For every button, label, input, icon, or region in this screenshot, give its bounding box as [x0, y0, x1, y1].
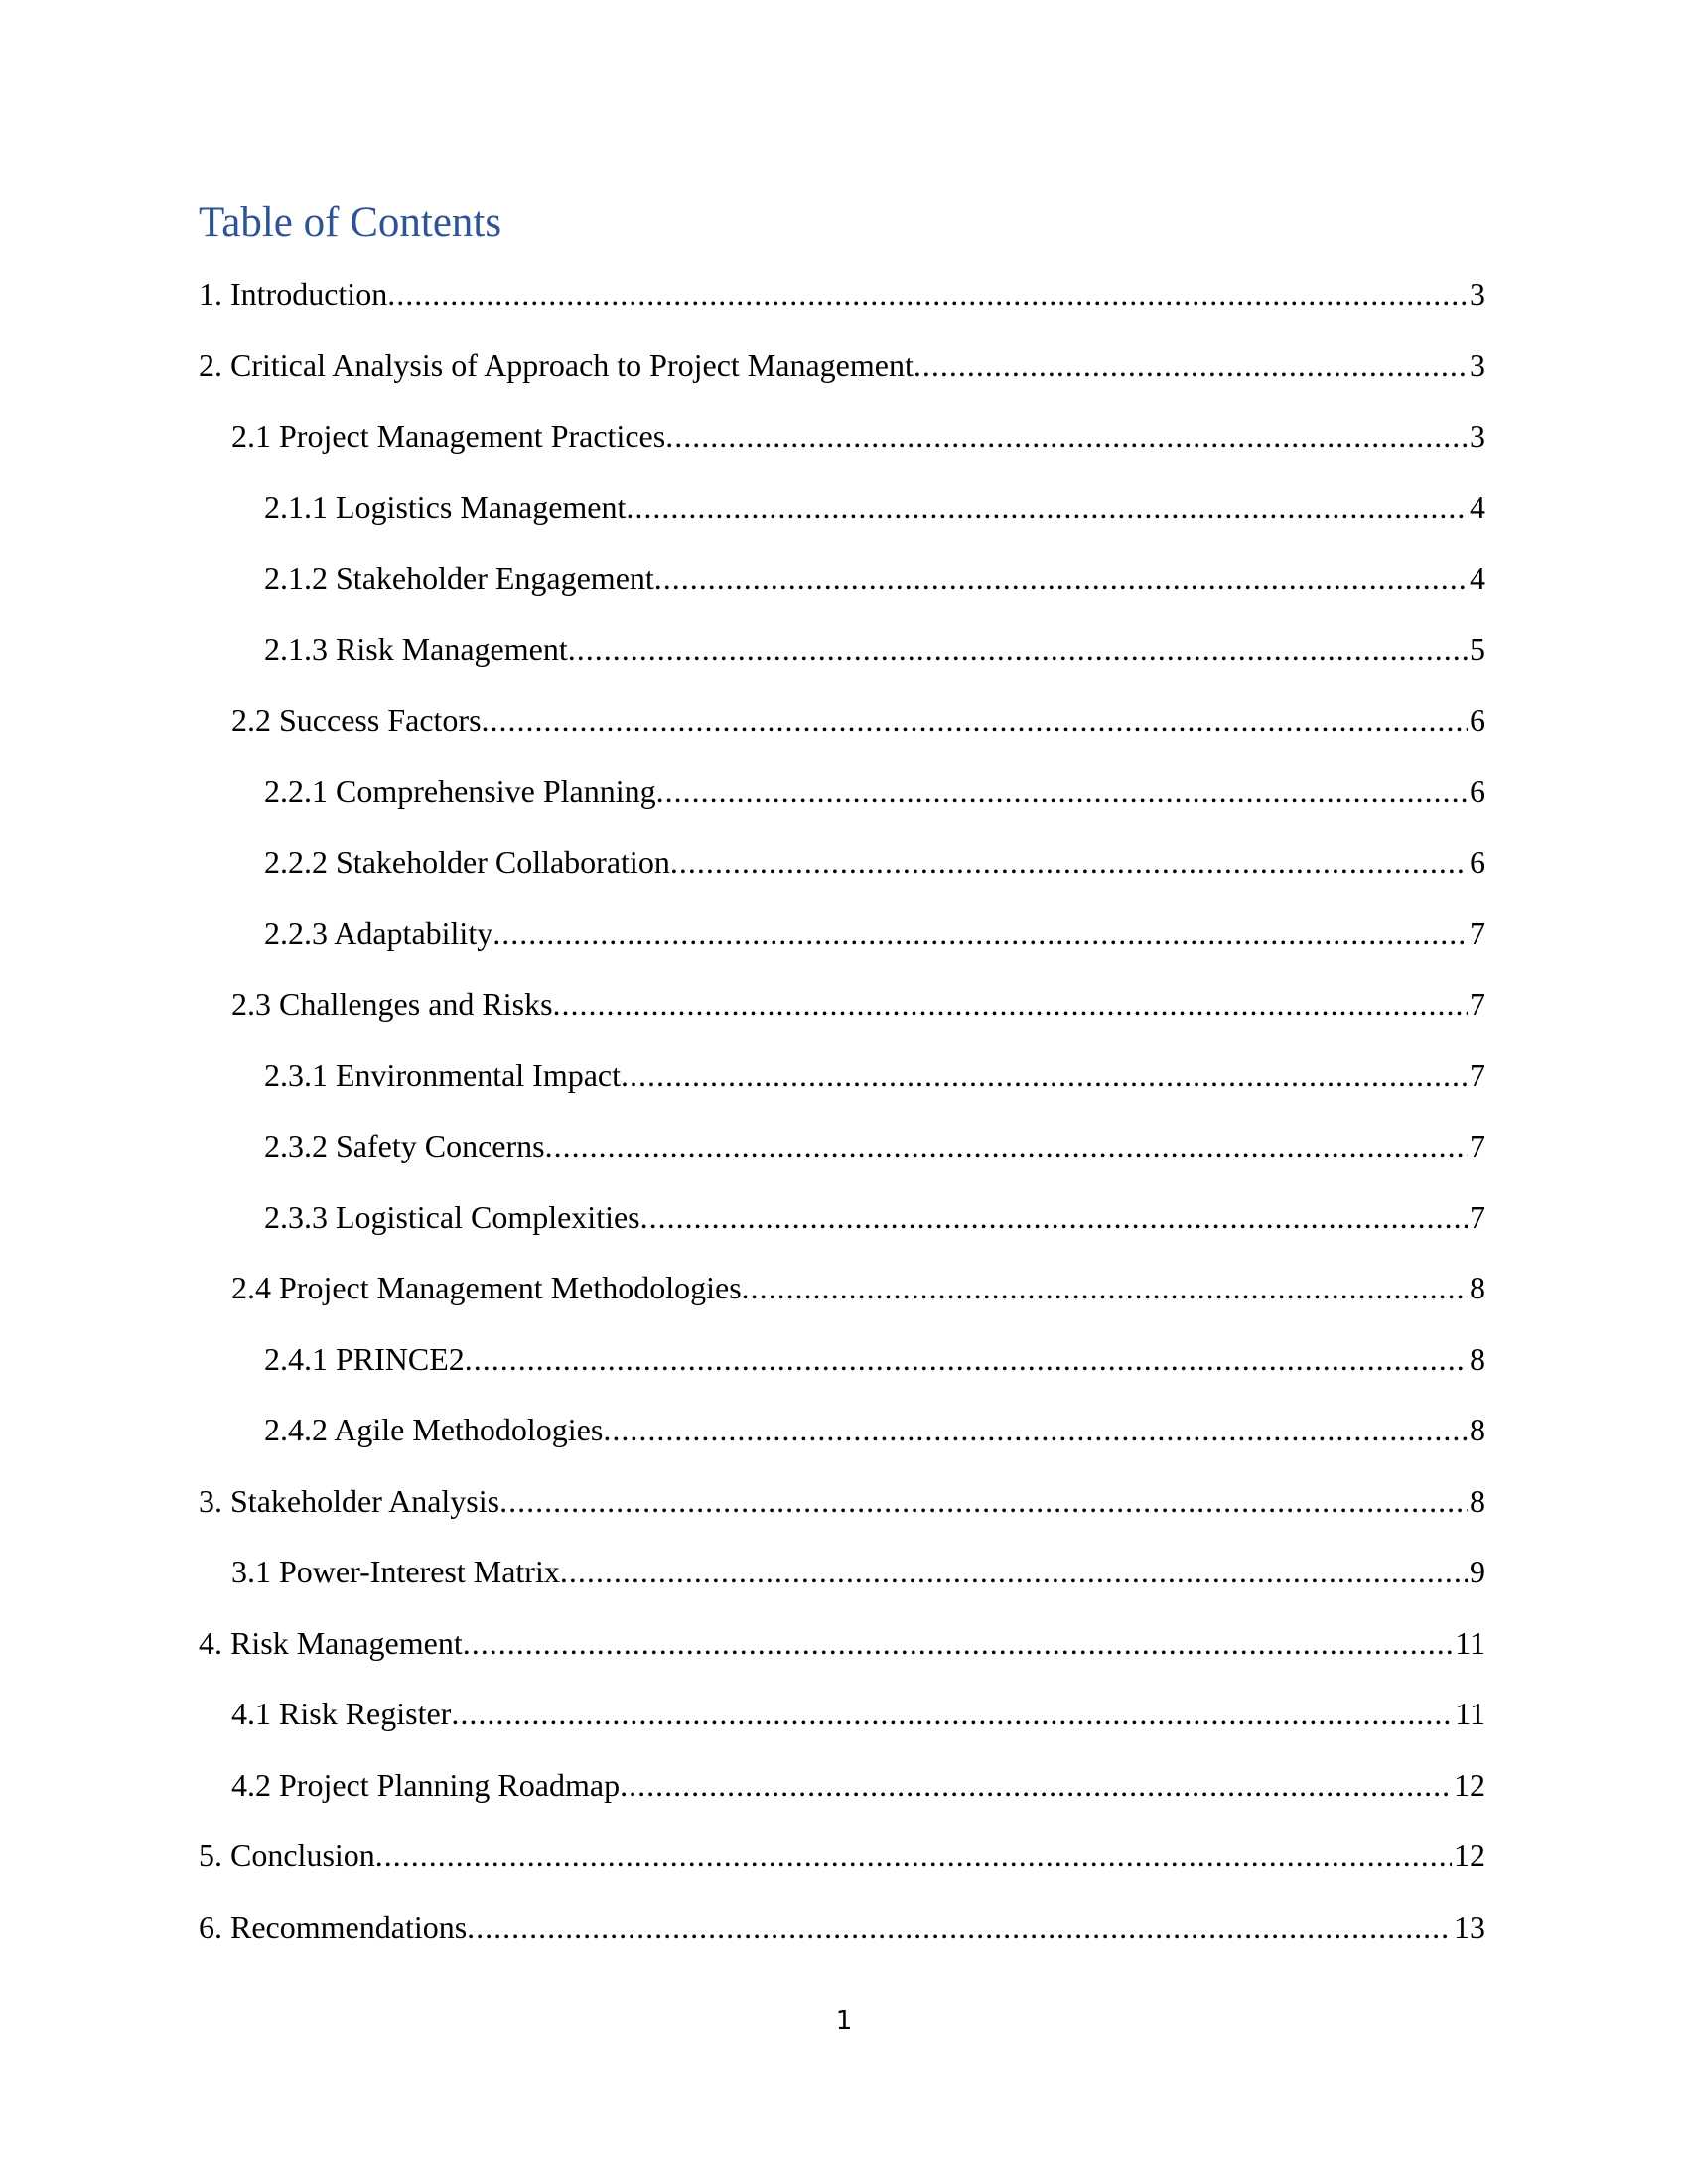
toc-entry-title: 2.1 Project Management Practices	[231, 418, 666, 454]
toc-entry-title: 2.1.3 Risk Management	[264, 630, 568, 667]
toc-entry-leader	[640, 1193, 1468, 1241]
toc-entry-page: 3	[1470, 418, 1485, 454]
toc-entry-leader	[914, 341, 1468, 389]
toc-entry-title: 2.3.2 Safety Concerns	[264, 1128, 545, 1163]
toc-entry-title: 3. Stakeholder Analysis	[199, 1482, 500, 1519]
toc-entry-page: 7	[1470, 1128, 1485, 1163]
toc-heading: Table of Contents	[199, 200, 502, 246]
toc-entry-title: 2.4.1 PRINCE2	[264, 1340, 465, 1377]
toc-entry-title: 2. Critical Analysis of Approach to Project Management	[199, 346, 914, 383]
toc-entry-leader	[656, 767, 1468, 815]
toc-entry-title: 2.1.2 Stakeholder Engagement	[264, 560, 654, 596]
toc-entry-title: 2.1.1 Logistics Management	[264, 488, 627, 525]
toc-entry-title: 2.3 Challenges and Risks	[231, 986, 553, 1022]
toc-entry[interactable]	[199, 1051, 1485, 1123]
toc-entry-page: 7	[1470, 1198, 1485, 1235]
toc-entry-page: 4	[1470, 488, 1485, 525]
toc-entry-title: 2.2.1 Comprehensive Planning	[264, 772, 656, 809]
toc-entry-leader	[375, 1832, 1452, 1879]
toc-entry[interactable]	[199, 341, 1485, 413]
toc-entry[interactable]	[199, 1832, 1485, 1903]
toc-entry-leader	[654, 554, 1468, 602]
toc-entry-page: 9	[1470, 1554, 1485, 1589]
toc-entry-leader	[492, 909, 1468, 957]
toc-entry-leader	[568, 625, 1468, 673]
toc-entry-title: 6. Recommendations	[199, 1908, 468, 1945]
toc-entry-page: 12	[1454, 1766, 1485, 1803]
toc-entry-page: 6	[1470, 702, 1485, 738]
toc-entry-title: 2.4 Project Management Methodologies	[231, 1270, 742, 1305]
toc-entry-leader	[621, 1051, 1468, 1099]
toc-entry[interactable]	[199, 838, 1485, 909]
toc-entry-leader	[499, 1477, 1468, 1525]
toc-entry[interactable]	[199, 554, 1485, 625]
toc-entry-leader	[665, 412, 1468, 460]
toc-entry[interactable]	[199, 1903, 1485, 1975]
toc-entry-page: 6	[1470, 844, 1485, 880]
toc-entry-leader	[560, 1548, 1468, 1595]
toc-entry-leader	[603, 1406, 1468, 1453]
toc-entry[interactable]	[199, 1477, 1485, 1549]
toc-entry-leader	[465, 1335, 1468, 1383]
toc-entry[interactable]	[199, 625, 1485, 697]
toc-entry[interactable]	[199, 980, 1485, 1051]
toc-entry-title: 2.4.2 Agile Methodologies	[264, 1412, 604, 1447]
toc-entry[interactable]	[199, 1193, 1485, 1265]
toc-entry-page: 6	[1470, 772, 1485, 809]
toc-entry-page: 8	[1470, 1270, 1485, 1305]
toc-entry-title: 2.2 Success Factors	[231, 702, 482, 738]
toc-entry-title: 4. Risk Management	[199, 1624, 463, 1661]
toc-entry-leader	[387, 270, 1468, 318]
toc-entry-title: 2.2.3 Adaptability	[264, 914, 493, 951]
toc-entry-leader	[742, 1264, 1468, 1311]
toc-entry-title: 4.2 Project Planning Roadmap	[231, 1766, 621, 1803]
toc-entry[interactable]	[199, 1619, 1485, 1691]
toc-entry-page: 11	[1455, 1696, 1485, 1731]
toc-entry-leader	[553, 980, 1468, 1027]
toc-entry-leader	[626, 483, 1468, 531]
toc-entry[interactable]	[199, 412, 1485, 483]
toc-entry[interactable]	[199, 1264, 1485, 1335]
toc-entry[interactable]	[199, 1690, 1485, 1761]
toc-entry-leader	[463, 1619, 1453, 1667]
toc-entry-page: 7	[1470, 1056, 1485, 1093]
toc-entry[interactable]	[199, 909, 1485, 981]
toc-entry-leader	[545, 1122, 1468, 1169]
toc-entry-page: 7	[1470, 986, 1485, 1022]
toc-entry-title: 2.2.2 Stakeholder Collaboration	[264, 844, 670, 880]
toc-list	[199, 270, 1485, 1974]
toc-entry[interactable]	[199, 1761, 1485, 1833]
toc-entry-title: 3.1 Power-Interest Matrix	[231, 1554, 560, 1589]
toc-entry-title: 4.1 Risk Register	[231, 1696, 452, 1731]
toc-entry[interactable]	[199, 696, 1485, 767]
toc-entry-page: 3	[1470, 276, 1485, 312]
toc-entry[interactable]	[199, 767, 1485, 839]
toc-entry[interactable]	[199, 1122, 1485, 1193]
toc-entry-page: 8	[1470, 1412, 1485, 1447]
toc-entry-title: 2.3.3 Logistical Complexities	[264, 1198, 640, 1235]
toc-entry[interactable]	[199, 1406, 1485, 1477]
toc-entry[interactable]	[199, 1548, 1485, 1619]
toc-entry[interactable]	[199, 1335, 1485, 1407]
toc-entry-leader	[451, 1690, 1453, 1737]
page-number: 1	[835, 2006, 853, 2036]
toc-entry[interactable]	[199, 483, 1485, 555]
toc-entry-page: 8	[1470, 1340, 1485, 1377]
toc-entry-title: 2.3.1 Environmental Impact	[264, 1056, 622, 1093]
toc-entry[interactable]	[199, 270, 1485, 341]
toc-entry-leader	[482, 696, 1468, 744]
toc-entry-page: 8	[1470, 1482, 1485, 1519]
toc-entry-page: 7	[1470, 914, 1485, 951]
toc-entry-page: 4	[1470, 560, 1485, 596]
toc-entry-page: 12	[1454, 1838, 1485, 1873]
toc-entry-page: 5	[1470, 630, 1485, 667]
toc-entry-page: 3	[1470, 346, 1485, 383]
toc-entry-page: 11	[1455, 1624, 1485, 1661]
toc-entry-page: 13	[1454, 1908, 1485, 1945]
toc-entry-title: 1. Introduction	[199, 276, 388, 312]
toc-entry-leader	[670, 838, 1468, 886]
toc-entry-leader	[467, 1903, 1452, 1951]
toc-entry-title: 5. Conclusion	[199, 1838, 375, 1873]
toc-entry-leader	[620, 1761, 1452, 1809]
